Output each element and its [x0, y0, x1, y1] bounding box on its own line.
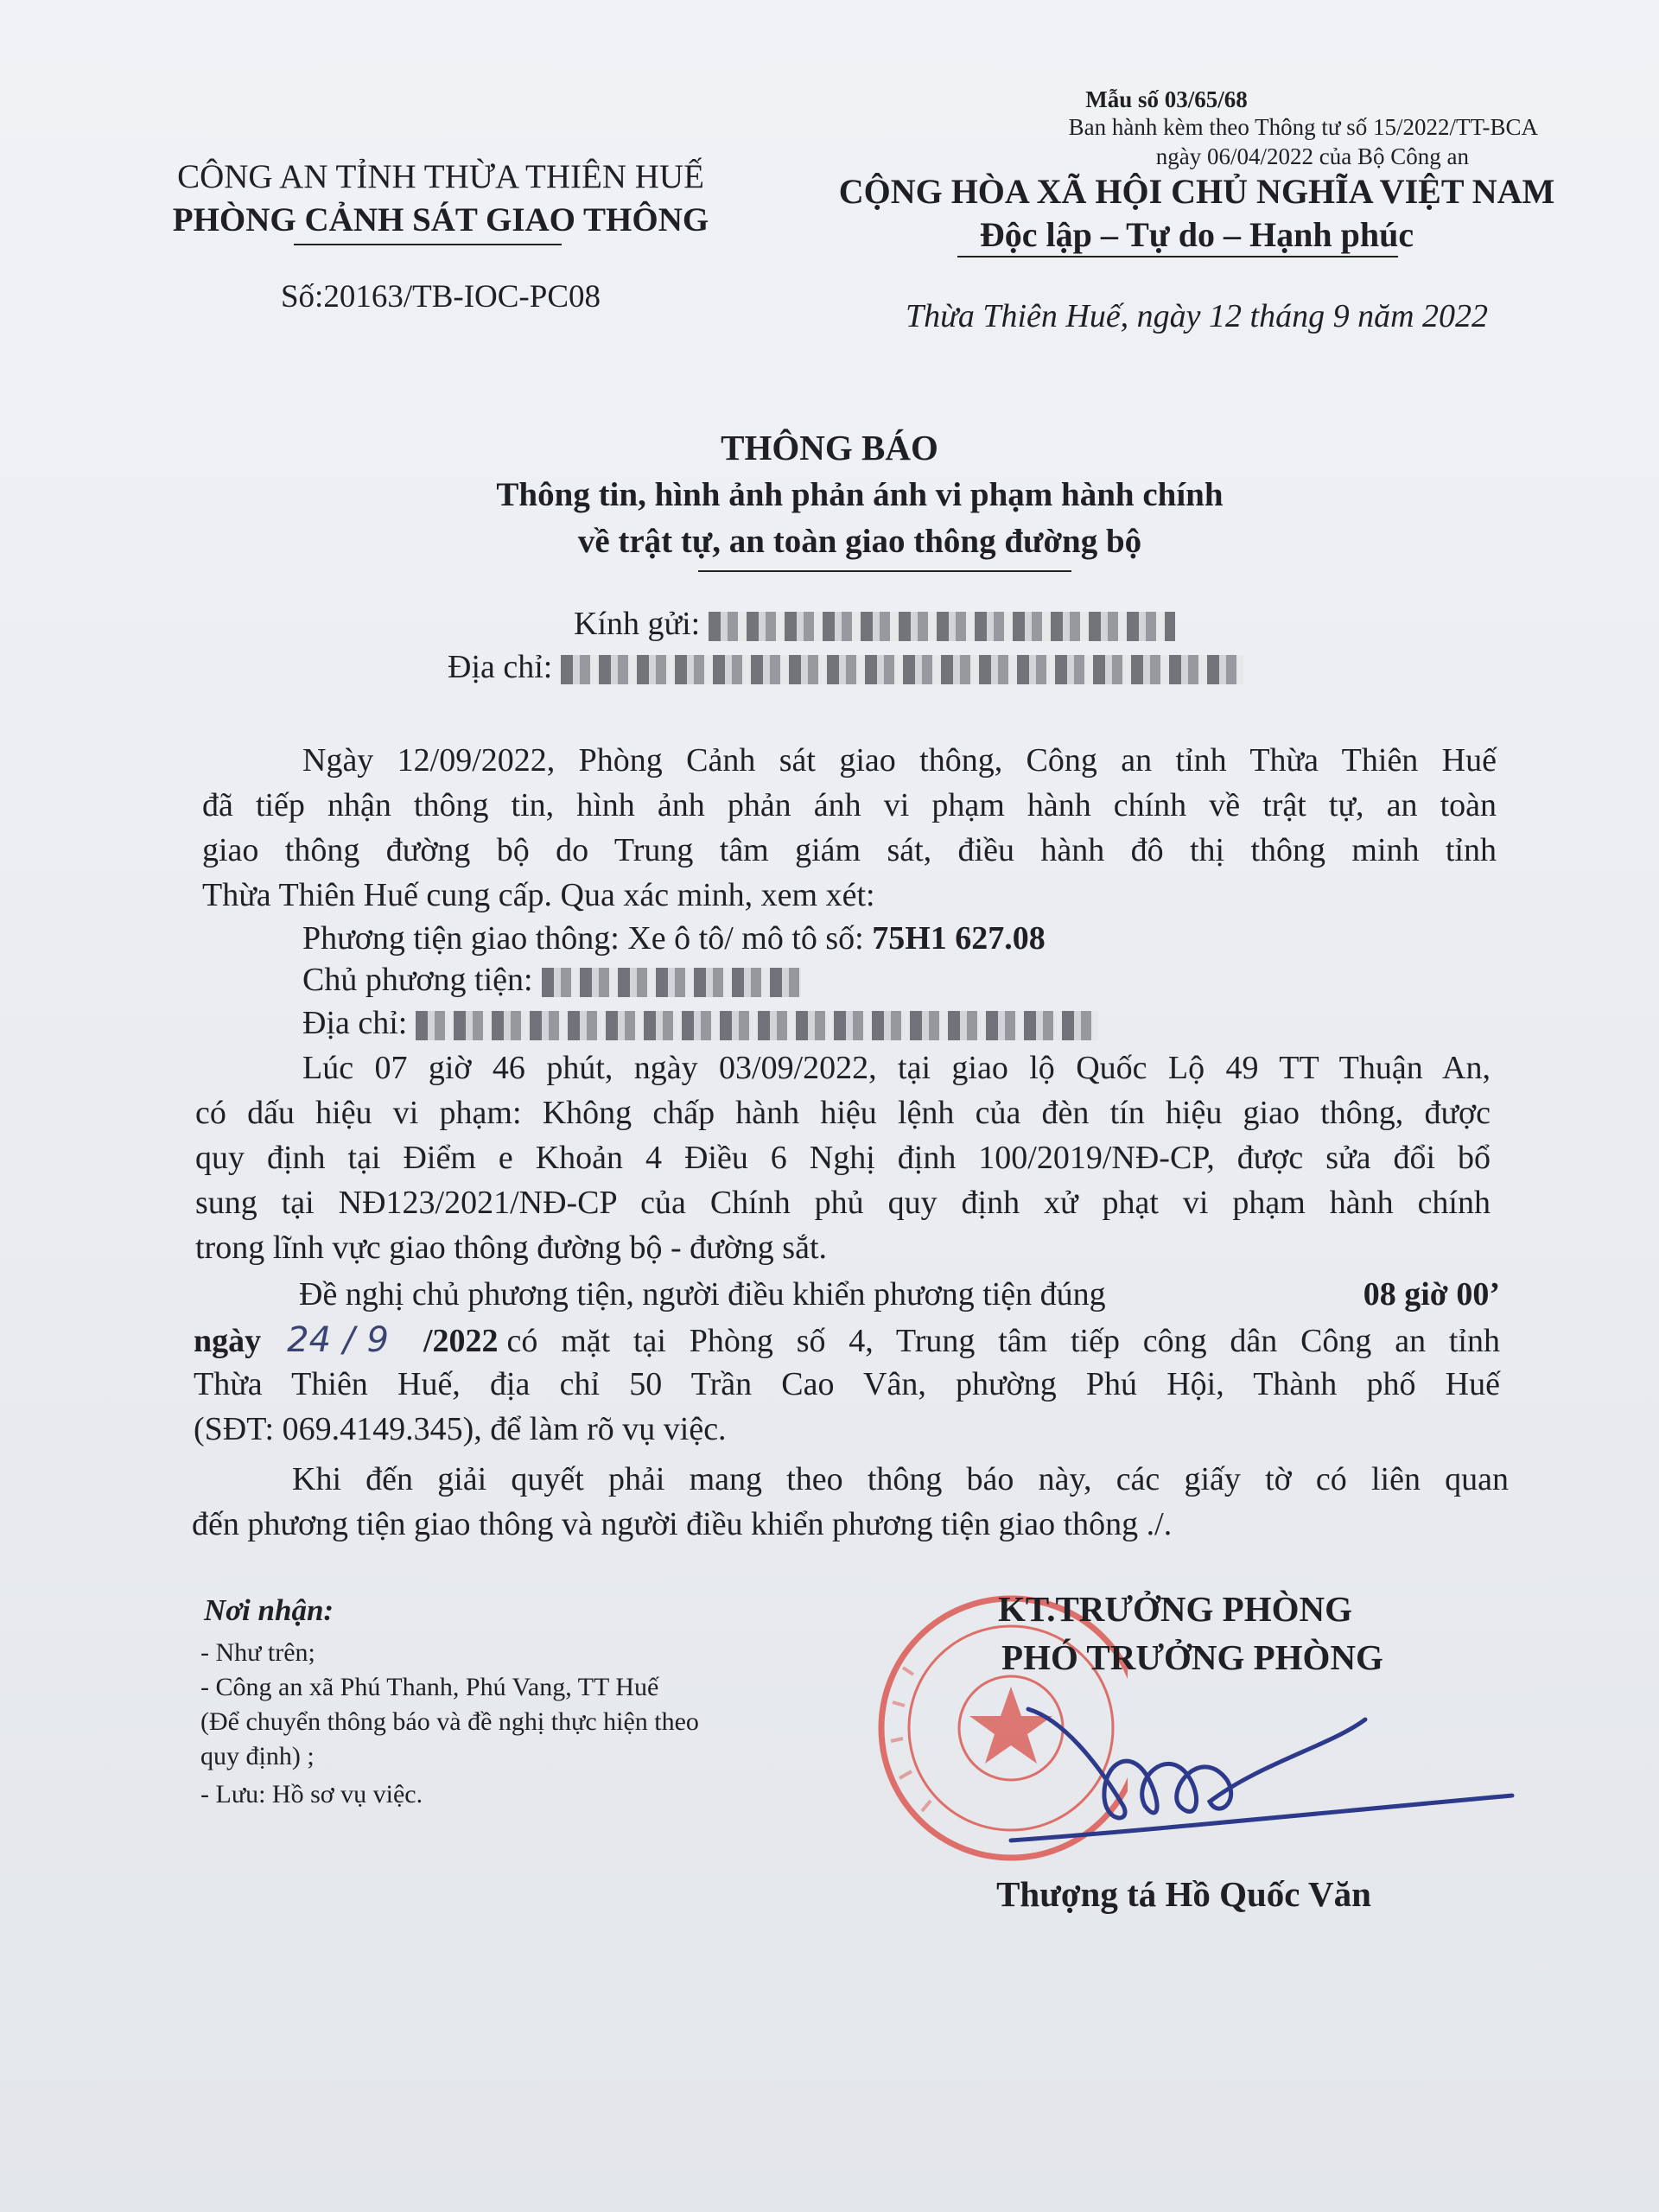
- doc-subtitle-2: về trật tự, an toàn giao thông đường bộ: [577, 523, 1142, 560]
- recipient-item: - Công an xã Phú Thanh, Phú Vang, TT Huế: [200, 1673, 659, 1701]
- title-underline: [698, 570, 1071, 572]
- nation-title: CỘNG HÒA XÃ HỘI CHỦ NGHĨA VIỆT NAM: [838, 172, 1555, 211]
- recipient-address-line: [448, 648, 1243, 686]
- para4-line1: Khi đến giải quyết phải mang theo thông báo này, các giấy tờ có liên quan: [292, 1461, 1509, 1497]
- para1-line4: Thừa Thiên Huế cung cấp. Qua xác minh, xem xét:: [202, 877, 875, 913]
- doc-number: Số:20163/TB-IOC-PC08: [280, 279, 601, 315]
- para3-line1: [299, 1275, 1500, 1313]
- para2-line4: sung tại NĐ123/2021/NĐ-CP của Chính phủ quy định xử phạt vi phạm hành chính: [195, 1185, 1491, 1221]
- vehicle-label: Phương tiện giao thông: Xe ô tô/ mô tô số:: [302, 920, 864, 957]
- signer-role-2: PHÓ TRƯỞNG PHÒNG: [1001, 1637, 1383, 1677]
- motto-underline: [957, 256, 1398, 257]
- owner-address-label: Địa chỉ:: [302, 1005, 408, 1041]
- para1-line2: đã tiếp nhận thông tin, hình ảnh phản ánh vi phạm hành chính về trật tự, an toàn: [202, 787, 1497, 823]
- owner-label: Chủ phương tiện:: [302, 962, 533, 998]
- recipient-item: - Lưu: Hồ sơ vụ việc.: [200, 1780, 423, 1808]
- para2-line5: trong lĩnh vực giao thông đường bộ - đường sắt.: [195, 1230, 828, 1266]
- vehicle-plate: 75H1 627.08: [872, 920, 1046, 957]
- owner-line: [302, 961, 801, 999]
- form-note-1: Ban hành kèm theo Thông tư số 15/2022/TT-BCA: [1068, 114, 1538, 140]
- para1-line1: Ngày 12/09/2022, Phòng Cảnh sát giao thông, Công an tỉnh Thừa Thiên Huế: [302, 742, 1497, 779]
- para4-line2: đến phương tiện giao thông và người điều khiển phương tiện giao thông ./.: [192, 1506, 1173, 1542]
- para3-text: Đề nghị chủ phương tiện, người điều khiển phương tiện đúng: [299, 1276, 1106, 1313]
- redacted-owner: [542, 968, 801, 997]
- redacted-recipient-address: [561, 655, 1243, 684]
- motto: Độc lập – Tự do – Hạnh phúc: [979, 215, 1414, 254]
- para3-line4: (SĐT: 069.4149.345), để làm rõ vụ việc.: [194, 1411, 727, 1447]
- recipients-title: Nơi nhận:: [204, 1593, 334, 1627]
- appointment-year: /2022: [423, 1323, 499, 1359]
- date-separator: /: [343, 1320, 355, 1360]
- recipient-item: (Để chuyển thông báo và đề nghị thực hiện theo: [200, 1707, 699, 1736]
- redacted-owner-address: [416, 1011, 1098, 1040]
- org-underline: [294, 244, 562, 245]
- recipient-item: - Như trên;: [200, 1638, 315, 1667]
- place-date: Thừa Thiên Huế, ngày 12 tháng 9 năm 2022: [905, 298, 1489, 334]
- recipient-item: quy định) ;: [200, 1742, 315, 1770]
- appointment-day: 24: [287, 1320, 332, 1360]
- owner-address-line: [302, 1004, 1098, 1042]
- recipient-address-label: Địa chỉ:: [448, 649, 553, 685]
- doc-title: THÔNG BÁO: [721, 428, 938, 467]
- signer-role-1: KT.TRƯỞNG PHÒNG: [998, 1589, 1352, 1629]
- form-note-2: ngày 06/04/2022 của Bộ Công an: [1155, 143, 1469, 169]
- appointment-time: 08 giờ 00’: [1363, 1276, 1500, 1313]
- para2-line2: có dấu hiệu vi phạm: Không chấp hành hiệu lệnh của đèn tín hiệu giao thông, được: [195, 1095, 1491, 1131]
- para3-line2-text: có mặt tại Phòng số 4, Trung tâm tiếp công dân Công an tỉnh: [506, 1323, 1500, 1359]
- org-parent: CÔNG AN TỈNH THỪA THIÊN HUẾ: [177, 158, 704, 195]
- para2-line3: quy định tại Điểm e Khoản 4 Điều 6 Nghị định 100/2019/NĐ-CP, được sửa đổi bổ: [195, 1140, 1491, 1176]
- doc-subtitle-1: Thông tin, hình ảnh phản ánh vi phạm hành chính: [496, 476, 1224, 513]
- signer-name: Thượng tá Hồ Quốc Văn: [996, 1874, 1371, 1914]
- para3-line3: Thừa Thiên Huế, địa chỉ 50 Trần Cao Vân, phường Phú Hội, Thành phố Huế: [194, 1366, 1500, 1402]
- handwritten-signature-icon: [1002, 1694, 1521, 1858]
- para1-line3: giao thông đường bộ do Trung tâm giám sát, điều hành đô thị thông minh tỉnh: [202, 832, 1497, 868]
- para2-line1: Lúc 07 giờ 46 phút, ngày 03/09/2022, tại giao lộ Quốc Lộ 49 TT Thuận An,: [302, 1050, 1491, 1086]
- vehicle-line: [302, 919, 1046, 957]
- appointment-month: 9: [366, 1320, 389, 1360]
- redacted-recipient: [709, 612, 1175, 641]
- recipient-label: Kính gửi:: [574, 606, 701, 642]
- form-code: Mẫu số 03/65/68: [1085, 86, 1248, 112]
- para3-line2: [194, 1320, 1500, 1360]
- org-name: PHÒNG CẢNH SÁT GIAO THÔNG: [172, 201, 709, 238]
- appointment-day-label: ngày: [194, 1323, 262, 1359]
- recipient-line: [574, 605, 1175, 643]
